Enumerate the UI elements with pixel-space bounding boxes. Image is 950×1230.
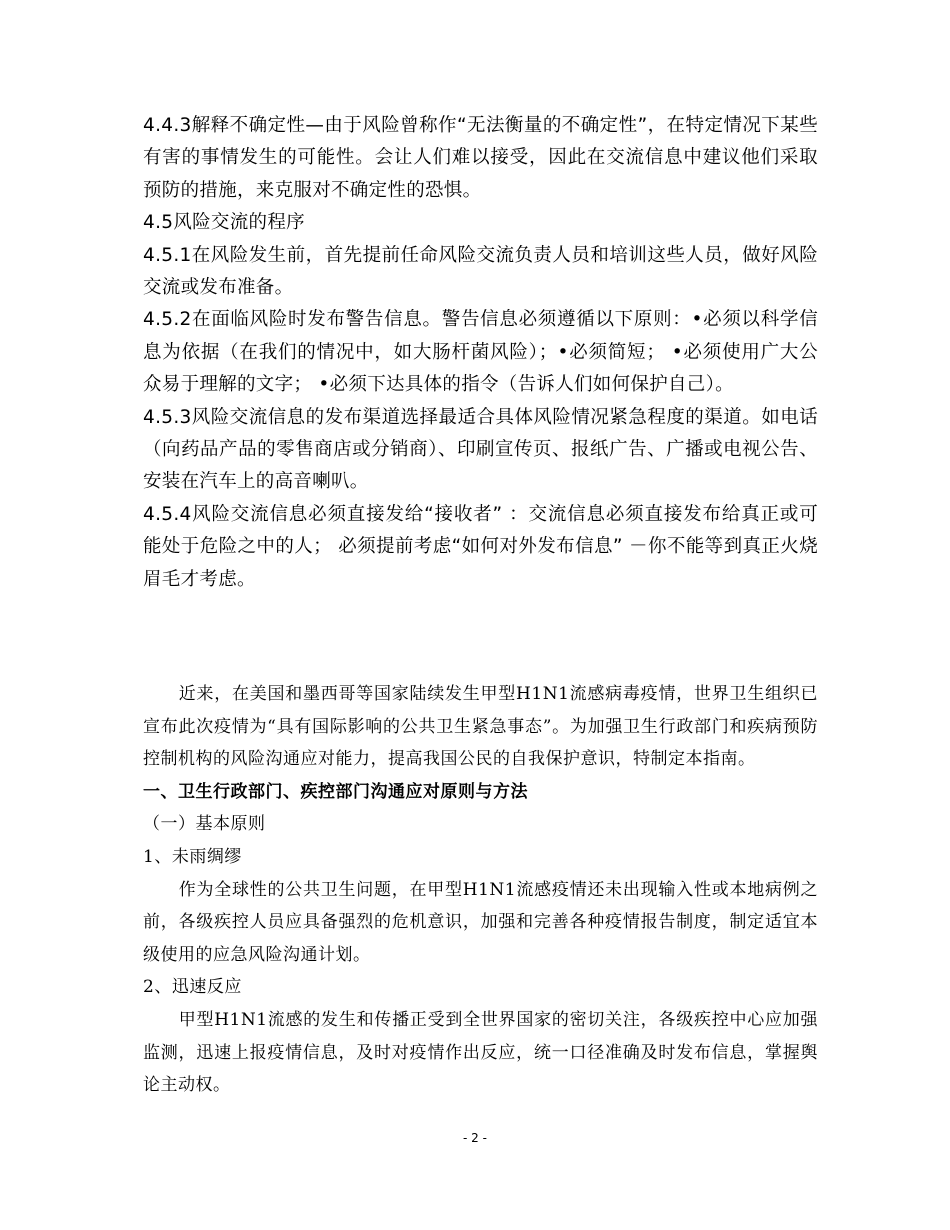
paragraph-4-5-3: 4.5.3风险交流信息的发布渠道选择最适合具体风险情况紧急程度的渠道。如电话（向药品产品的零售商店或分销商）、印刷宣传页、报纸广告、广播或电视公告、安装在汽车上的高音喇叭。 <box>143 406 818 493</box>
paragraph-4-5-2: 4.5.2在面临风险时发布警告信息。警告信息必须遵循以下原则：•必须以科学信息为依据（在我们的情况中，如大肠杆菌风险）；•必须简短； •必须使用广大公众易于理解的文字； •必须下达具体的指令（告诉人们如何保护自己）。 <box>143 309 818 396</box>
intro-paragraph: 近来，在美国和墨西哥等国家陆续发生甲型H1N1流感病毒疫情，世界卫生组织已宣布此次疫情为“具有国际影响的公共卫生紧急事态”。为加强卫生行政部门和疾病预防控制机构的风险沟通应对能力，提高我国公民的自我保护意识，特制定本指南。 <box>143 684 818 770</box>
risk-communication-section <box>143 110 818 596</box>
item-1-body: 作为全球性的公共卫生问题，在甲型H1N1流感疫情还未出现输入性或本地病例之前，各级疾控人员应具备强烈的危机意识，加强和完善各种疫情报告制度，制定适宜本级使用的应急风险沟通计划。 <box>143 879 818 965</box>
item-2-body: 甲型H1N1流感的发生和传播正受到全世界国家的密切关注，各级疾控中心应加强监测，迅速上报疫情信息，及时对疫情作出反应，统一口径准确及时发布信息，掌握舆论主动权。 <box>143 1009 818 1096</box>
item-2-title: 2、迅速反应 <box>143 977 242 998</box>
paragraph-4-5-1: 4.5.1在风险发生前，首先提前任命风险交流负责人员和培训这些人员，做好风险交流或发布准备。 <box>143 244 818 299</box>
paragraph-4-4-3: 4.4.3解释不确定性—由于风险曾称作“无法衡量的不确定性”，在特定情况下某些有害的事情发生的可能性。会让人们难以接受，因此在交流信息中建议他们采取预防的措施，来克服对不确定性的恐惧。 <box>143 115 818 201</box>
heading-4-5: 4.5风险交流的程序 <box>143 212 305 234</box>
page-number: - 2 - <box>463 1131 487 1145</box>
heading-principles-methods: 一、卫生行政部门、疾控部门沟通应对原则与方法 <box>143 781 528 802</box>
paragraph-4-5-4: 4.5.4风险交流信息必须直接发给“接收者” ：交流信息必须直接发布给真正或可能处于危险之中的人； 必须提前考虑“如何对外发布信息” －你不能等到真正火烧眉毛才考虑。 <box>143 503 818 590</box>
h1n1-guide-section <box>143 678 818 1102</box>
subheading-basic-principles: （一）基本原则 <box>143 814 266 835</box>
item-1-title: 1、未雨绸缪 <box>143 846 242 867</box>
